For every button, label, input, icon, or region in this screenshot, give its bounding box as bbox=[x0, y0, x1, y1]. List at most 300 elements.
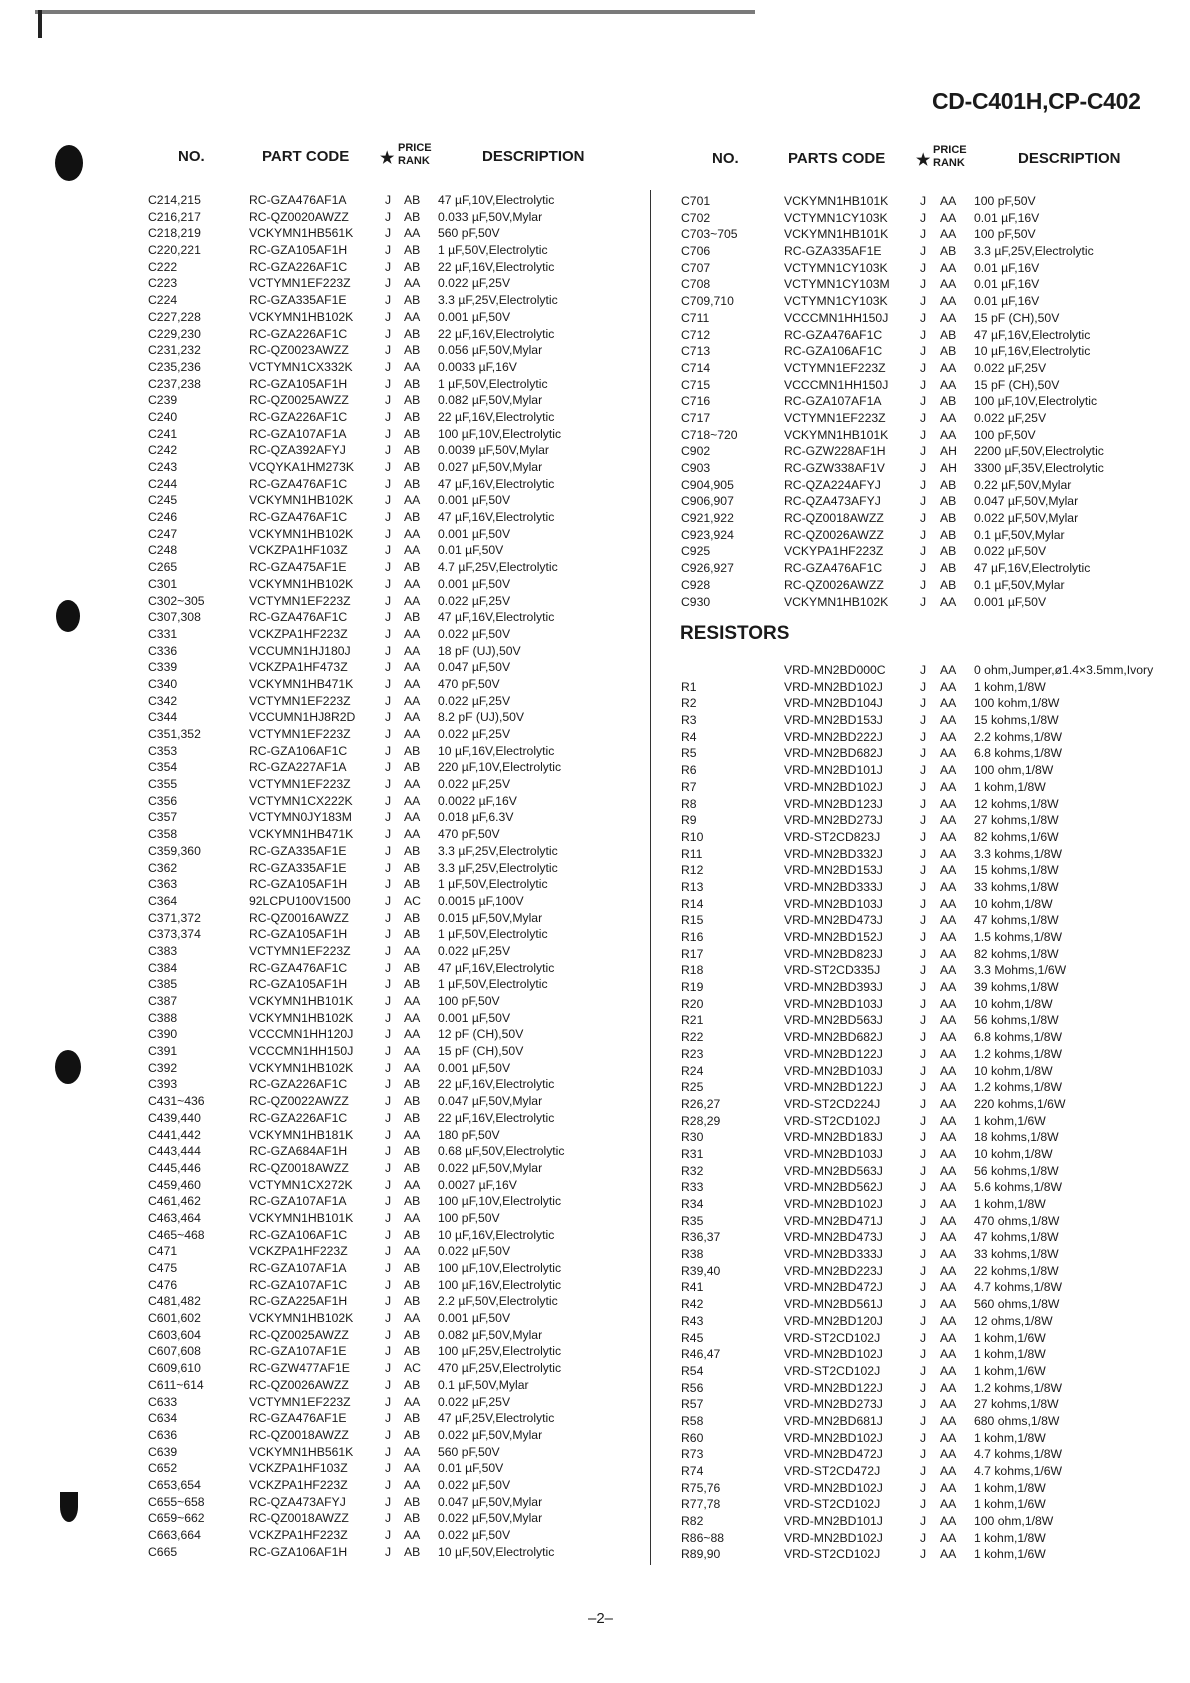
description: 0.1 µF,50V,Mylar bbox=[974, 577, 1065, 592]
mark: J bbox=[920, 896, 927, 911]
ref-no: R34 bbox=[681, 1197, 704, 1211]
part-code: RC-GZA476AF1A bbox=[249, 193, 347, 207]
right-header-description: DESCRIPTION bbox=[1018, 150, 1121, 167]
description: 0.022 µF,50V,Mylar bbox=[438, 1511, 543, 1526]
mark: J bbox=[385, 727, 392, 741]
description: 0.015 µF,50V,Mylar bbox=[438, 910, 543, 925]
description: 0.022 µF,50V bbox=[438, 1528, 511, 1542]
price-rank: AA bbox=[940, 210, 957, 225]
price-rank: AB bbox=[404, 760, 421, 775]
ref-no: R20 bbox=[681, 996, 704, 1011]
price-rank: AA bbox=[404, 1027, 421, 1042]
ref-no: R18 bbox=[681, 963, 704, 978]
price-rank: AB bbox=[940, 494, 957, 509]
mark: J bbox=[920, 1197, 927, 1211]
mark: J bbox=[385, 1444, 392, 1459]
part-code: VRD-MN2BD122J bbox=[784, 1080, 883, 1095]
part-code: RC-GZA107AF1C bbox=[249, 1277, 348, 1292]
part-code: VRD-MN2BD153J bbox=[784, 713, 883, 728]
part-code: VCTYMN1CX272K bbox=[249, 1177, 353, 1192]
mark: J bbox=[920, 663, 927, 677]
description: 82 kohms,1/8W bbox=[974, 946, 1059, 961]
right-header-rank: RANK bbox=[933, 157, 965, 169]
ref-no: R12 bbox=[681, 863, 704, 878]
part-code: VCKYMN1HB471K bbox=[249, 676, 354, 691]
part-code: VRD-MN2BD000C bbox=[784, 663, 886, 677]
mark: J bbox=[385, 1361, 392, 1376]
price-rank: AA bbox=[404, 676, 421, 691]
price-rank: AC bbox=[404, 893, 421, 908]
ref-no: C220,221 bbox=[148, 243, 201, 258]
mark: J bbox=[920, 846, 927, 861]
price-rank: AA bbox=[404, 1244, 421, 1259]
part-code: VRD-MN2BD122J bbox=[784, 1380, 883, 1395]
price-rank: AA bbox=[404, 710, 421, 725]
mark: J bbox=[920, 1464, 927, 1478]
description: 47 µF,16V,Electrolytic bbox=[438, 960, 555, 975]
price-rank: AB bbox=[404, 376, 421, 391]
ref-no: C390 bbox=[148, 1027, 178, 1042]
price-rank: AA bbox=[940, 410, 957, 425]
part-code: VRD-MN2BD222J bbox=[784, 729, 883, 744]
mark: J bbox=[920, 594, 927, 609]
ref-no: C659~662 bbox=[148, 1511, 205, 1526]
part-code: VRD-ST2CD102J bbox=[784, 1113, 881, 1128]
mark: J bbox=[385, 326, 392, 341]
part-code: RC-QZ0022AWZZ bbox=[249, 1094, 349, 1109]
price-rank: AB bbox=[404, 1494, 421, 1509]
price-rank: AA bbox=[940, 729, 957, 744]
price-rank: AB bbox=[404, 1144, 421, 1159]
part-code: RC-QZ0026AWZZ bbox=[784, 527, 884, 542]
price-rank: AA bbox=[940, 1514, 957, 1529]
part-code: RC-GZA335AF1E bbox=[249, 843, 347, 858]
description: 10 kohm,1/8W bbox=[974, 1146, 1053, 1161]
ref-no: R16 bbox=[681, 930, 704, 944]
part-code: RC-QZ0018AWZZ bbox=[249, 1427, 349, 1442]
description: 47 kohms,1/8W bbox=[974, 913, 1059, 928]
description: 1.2 kohms,1/8W bbox=[974, 1380, 1063, 1395]
left-header-price-rank bbox=[398, 142, 432, 168]
mark: J bbox=[385, 760, 392, 775]
part-code: RC-GZA107AF1A bbox=[249, 426, 347, 441]
binder-hole-mark bbox=[60, 1492, 78, 1522]
description: 4.7 kohms,1/6W bbox=[974, 1464, 1063, 1478]
mark: J bbox=[920, 527, 927, 542]
mark: J bbox=[385, 1010, 392, 1025]
description: 1 kohm,1/8W bbox=[974, 1480, 1046, 1495]
price-rank: AA bbox=[404, 526, 421, 541]
price-rank: AA bbox=[940, 879, 957, 894]
description: 56 kohms,1/8W bbox=[974, 1163, 1059, 1178]
price-rank: AB bbox=[404, 343, 421, 358]
ref-no: R8 bbox=[681, 796, 697, 811]
part-code: VRD-MN2BD103J bbox=[784, 1146, 883, 1161]
ref-no: R25 bbox=[681, 1080, 704, 1095]
part-code: VCKYMN1HB102K bbox=[249, 309, 354, 324]
part-code: VCKZPA1HF223Z bbox=[249, 626, 348, 641]
ref-no: R4 bbox=[681, 729, 697, 744]
price-rank: AA bbox=[940, 746, 957, 761]
description: 10 kohm,1/8W bbox=[974, 1063, 1053, 1078]
description: 1.5 kohms,1/8W bbox=[974, 930, 1063, 944]
mark: J bbox=[920, 863, 927, 878]
ref-no: R11 bbox=[681, 846, 703, 861]
ref-no: C925 bbox=[681, 544, 711, 559]
price-rank: AA bbox=[940, 1280, 957, 1295]
ref-no: R9 bbox=[681, 813, 697, 828]
part-code: VCKYMN1HB101K bbox=[784, 427, 889, 442]
mark: J bbox=[385, 893, 392, 908]
description: 2.2 kohms,1/8W bbox=[974, 729, 1063, 744]
ref-no: C355 bbox=[148, 777, 178, 792]
description: 12 pF (CH),50V bbox=[438, 1027, 524, 1042]
description: 0.001 µF,50V bbox=[438, 1010, 511, 1025]
description: 0.047 µF,50V,Mylar bbox=[438, 1494, 543, 1509]
description: 1.2 kohms,1/8W bbox=[974, 1046, 1063, 1061]
part-code: RC-GZW228AF1H bbox=[784, 444, 886, 459]
description: 18 pF (UJ),50V bbox=[438, 643, 521, 658]
part-code: VCKZPA1HF103Z bbox=[249, 543, 348, 558]
left-header-part-code: PART CODE bbox=[262, 148, 350, 165]
description: 100 µF,16V,Electrolytic bbox=[438, 1277, 562, 1292]
part-code: RC-GZA105AF1H bbox=[249, 977, 348, 992]
ref-no: C665 bbox=[148, 1544, 178, 1559]
mark: J bbox=[385, 376, 392, 391]
mark: J bbox=[385, 693, 392, 708]
ref-no: R5 bbox=[681, 746, 697, 761]
ref-no: R13 bbox=[681, 879, 704, 894]
part-code: RC-GZA226AF1C bbox=[249, 259, 348, 274]
mark: J bbox=[920, 1397, 927, 1412]
part-code: VCTYMN1EF223Z bbox=[784, 410, 886, 425]
mark: J bbox=[920, 779, 927, 794]
price-rank: AA bbox=[940, 1263, 957, 1278]
mark: J bbox=[920, 244, 927, 259]
description: 33 kohms,1/8W bbox=[974, 1247, 1059, 1262]
mark: J bbox=[920, 277, 927, 292]
ref-no: C222 bbox=[148, 259, 178, 274]
mark: J bbox=[920, 1514, 927, 1529]
description: 100 ohm,1/8W bbox=[974, 1514, 1054, 1529]
price-rank: AB bbox=[404, 1227, 421, 1242]
ref-no: R38 bbox=[681, 1247, 704, 1262]
description: 0.082 µF,50V,Mylar bbox=[438, 393, 543, 408]
mark: J bbox=[920, 561, 927, 576]
ref-no: C714 bbox=[681, 360, 711, 375]
mark: J bbox=[920, 1230, 927, 1245]
part-code: RC-GZA225AF1H bbox=[249, 1294, 348, 1309]
mark: J bbox=[920, 1113, 927, 1128]
price-rank: AB bbox=[404, 1160, 421, 1175]
part-code: RC-GZA335AF1E bbox=[249, 860, 347, 875]
mark: J bbox=[920, 294, 927, 309]
part-code: VRD-MN2BD681J bbox=[784, 1413, 883, 1428]
description: 3.3 µF,25V,Electrolytic bbox=[438, 860, 558, 875]
ref-no: C715 bbox=[681, 377, 711, 392]
ref-no: R28,29 bbox=[681, 1113, 721, 1128]
part-code: RC-GZA106AF1C bbox=[249, 1227, 348, 1242]
part-code: VRD-ST2CD102J bbox=[784, 1330, 881, 1345]
description: 12 ohms,1/8W bbox=[974, 1313, 1053, 1328]
ref-no: R1 bbox=[681, 679, 697, 694]
mark: J bbox=[385, 1294, 392, 1309]
description: 22 µF,16V,Electrolytic bbox=[438, 409, 555, 424]
ref-no: C242 bbox=[148, 443, 178, 458]
mark: J bbox=[920, 1163, 927, 1178]
price-rank: AA bbox=[940, 1480, 957, 1495]
price-rank: AA bbox=[940, 1413, 957, 1428]
mark: J bbox=[920, 210, 927, 225]
price-rank: AA bbox=[940, 913, 957, 928]
mark: J bbox=[920, 477, 927, 492]
price-rank: AB bbox=[940, 327, 957, 342]
ref-no: R82 bbox=[681, 1514, 704, 1529]
ref-no: R54 bbox=[681, 1363, 704, 1378]
ref-no: C383 bbox=[148, 943, 178, 958]
price-rank: AB bbox=[404, 960, 421, 975]
mark: J bbox=[920, 511, 927, 526]
description: 10 µF,50V,Electrolytic bbox=[438, 1544, 555, 1559]
mark: J bbox=[385, 927, 392, 942]
price-rank: AB bbox=[404, 1277, 421, 1292]
mark: J bbox=[385, 1544, 392, 1559]
ref-no: C639 bbox=[148, 1444, 178, 1459]
part-code: VCKYMN1HB102K bbox=[249, 1311, 354, 1326]
price-rank: AA bbox=[940, 813, 957, 828]
description: 0 ohm,Jumper,ø1.4×3.5mm,Ivory bbox=[974, 663, 1154, 677]
description: 0.022 µF,25V bbox=[438, 727, 511, 741]
price-rank: AA bbox=[404, 827, 421, 842]
ref-no: C906,907 bbox=[681, 494, 734, 509]
description: 560 ohms,1/8W bbox=[974, 1297, 1060, 1312]
price-rank: AA bbox=[940, 277, 957, 292]
mark: J bbox=[920, 494, 927, 509]
ref-no: C362 bbox=[148, 860, 178, 875]
description: 2.2 µF,50V,Electrolytic bbox=[438, 1294, 558, 1309]
description: 100 pF,50V bbox=[974, 194, 1036, 208]
price-rank: AA bbox=[404, 309, 421, 324]
price-rank: AA bbox=[404, 1444, 421, 1459]
description: 1 kohm,1/8W bbox=[974, 1530, 1046, 1545]
price-rank: AB bbox=[940, 244, 957, 259]
mark: J bbox=[385, 660, 392, 675]
description: 0.022 µF,25V bbox=[438, 777, 511, 792]
description: 1 kohm,1/6W bbox=[974, 1363, 1046, 1378]
price-rank: AA bbox=[940, 1430, 957, 1445]
part-code: VCTYMN1CY103K bbox=[784, 294, 888, 309]
ref-no: C373,374 bbox=[148, 927, 201, 942]
description: 3.3 µF,25V,Electrolytic bbox=[438, 843, 558, 858]
ref-no: R33 bbox=[681, 1180, 704, 1195]
ref-no: C223 bbox=[148, 276, 178, 291]
ref-no: C701 bbox=[681, 194, 711, 208]
ref-no: C359,360 bbox=[148, 843, 201, 858]
ref-no: R46,47 bbox=[681, 1347, 721, 1362]
part-code: VRD-ST2CD224J bbox=[784, 1096, 881, 1111]
ref-no: C431~436 bbox=[148, 1094, 205, 1109]
part-code: VRD-MN2BD472J bbox=[784, 1280, 883, 1295]
part-code: VRD-MN2BD562J bbox=[784, 1180, 883, 1195]
mark: J bbox=[920, 394, 927, 409]
mark: J bbox=[385, 1277, 392, 1292]
ref-no: R75,76 bbox=[681, 1480, 721, 1495]
mark: J bbox=[385, 910, 392, 925]
price-rank: AB bbox=[404, 259, 421, 274]
description: 47 µF,16V,Electrolytic bbox=[438, 610, 555, 625]
part-code: RC-GZA105AF1H bbox=[249, 243, 348, 258]
mark: J bbox=[920, 813, 927, 828]
mark: J bbox=[920, 544, 927, 559]
part-code: VCKYMN1HB561K bbox=[249, 226, 354, 241]
price-rank: AA bbox=[940, 1180, 957, 1195]
part-code: VRD-MN2BD332J bbox=[784, 846, 883, 861]
mark: J bbox=[385, 526, 392, 541]
mark: J bbox=[920, 1480, 927, 1495]
part-code: VRD-ST2CD472J bbox=[784, 1464, 881, 1478]
mark: J bbox=[920, 946, 927, 961]
mark: J bbox=[385, 1411, 392, 1426]
ref-no: R42 bbox=[681, 1297, 704, 1312]
mark: J bbox=[920, 746, 927, 761]
part-code: RC-GZA476AF1C bbox=[249, 960, 348, 975]
part-code: RC-GZA107AF1E bbox=[249, 1344, 347, 1359]
part-code: RC-GZW477AF1E bbox=[249, 1361, 350, 1376]
ref-no: C224 bbox=[148, 293, 178, 308]
price-rank: AB bbox=[404, 1094, 421, 1109]
part-code: RC-QZ0018AWZZ bbox=[249, 1160, 349, 1175]
mark: J bbox=[920, 461, 927, 475]
part-code: VRD-MN2BD823J bbox=[784, 946, 883, 961]
ref-no: R32 bbox=[681, 1163, 704, 1178]
mark: J bbox=[385, 643, 392, 658]
price-rank: AA bbox=[404, 1311, 421, 1326]
description: 6.8 kohms,1/8W bbox=[974, 746, 1063, 761]
description: 27 kohms,1/8W bbox=[974, 1397, 1059, 1412]
mark: J bbox=[385, 243, 392, 258]
ref-no: C235,236 bbox=[148, 359, 201, 374]
description: 0.022 µF,25V bbox=[438, 1394, 511, 1409]
price-rank: AA bbox=[404, 576, 421, 591]
part-code: VCTYMN1CY103K bbox=[784, 210, 888, 225]
ref-no: C247 bbox=[148, 526, 178, 541]
description: 1 µF,50V,Electrolytic bbox=[438, 376, 548, 391]
mark: J bbox=[385, 777, 392, 792]
ref-no: C351,352 bbox=[148, 727, 201, 741]
price-rank: AB bbox=[404, 860, 421, 875]
description: 3.3 µF,25V,Electrolytic bbox=[974, 244, 1094, 259]
part-code: VRD-MN2BD183J bbox=[784, 1130, 883, 1145]
ref-no: C476 bbox=[148, 1277, 178, 1292]
mark: J bbox=[385, 209, 392, 224]
ref-no: C923,924 bbox=[681, 527, 734, 542]
price-rank: AB bbox=[404, 243, 421, 258]
description: 10 kohm,1/8W bbox=[974, 896, 1053, 911]
price-rank: AB bbox=[404, 460, 421, 474]
price-rank: AA bbox=[404, 1477, 421, 1492]
description: 3300 µF,35V,Electrolytic bbox=[974, 461, 1104, 475]
description: 0.001 µF,50V bbox=[438, 309, 511, 324]
price-rank: AA bbox=[940, 1163, 957, 1178]
ref-no: R77,78 bbox=[681, 1497, 721, 1512]
part-code: VCKYMN1HB471K bbox=[249, 827, 354, 842]
part-code: VRD-MN2BD102J bbox=[784, 779, 883, 794]
part-code: VRD-MN2BD103J bbox=[784, 996, 883, 1011]
part-code: RC-GZA107AF1A bbox=[249, 1261, 347, 1275]
ref-no: C663,664 bbox=[148, 1528, 201, 1542]
price-rank: AA bbox=[404, 1177, 421, 1192]
part-code: RC-GZW338AF1V bbox=[784, 461, 885, 475]
part-code: VCKYMN1HB101K bbox=[784, 227, 889, 242]
mark: J bbox=[385, 1077, 392, 1092]
ref-no: C227,228 bbox=[148, 309, 201, 324]
part-code: RC-QZA473AFYJ bbox=[784, 494, 881, 509]
price-rank: AA bbox=[404, 660, 421, 675]
mark: J bbox=[920, 310, 927, 325]
description: 470 pF,50V bbox=[438, 676, 500, 691]
part-code: RC-GZA476AF1C bbox=[249, 476, 348, 491]
ref-no: C363 bbox=[148, 877, 178, 892]
ref-no: C218,219 bbox=[148, 226, 201, 241]
mark: J bbox=[385, 226, 392, 241]
mark: J bbox=[385, 810, 392, 825]
mark: J bbox=[385, 1477, 392, 1492]
price-rank: AB bbox=[404, 1194, 421, 1209]
binder-hole-mark bbox=[55, 1050, 81, 1084]
description: 0.027 µF,50V,Mylar bbox=[438, 460, 543, 474]
part-code: RC-GZA105AF1H bbox=[249, 877, 348, 892]
left-header-description: DESCRIPTION bbox=[482, 148, 585, 165]
right-header-price: PRICE bbox=[933, 144, 967, 156]
ref-no: R14 bbox=[681, 896, 704, 911]
mark: J bbox=[385, 1511, 392, 1526]
ref-no: C465~468 bbox=[148, 1227, 205, 1242]
mark: J bbox=[920, 1530, 927, 1545]
description: 100 µF,25V,Electrolytic bbox=[438, 1344, 562, 1359]
left-header-no: NO. bbox=[178, 148, 205, 165]
ref-no: R31 bbox=[681, 1146, 704, 1161]
mark: J bbox=[385, 793, 392, 808]
price-rank: AA bbox=[940, 963, 957, 978]
mark: J bbox=[385, 1494, 392, 1509]
ref-no: C358 bbox=[148, 827, 178, 842]
part-code: RC-QZ0026AWZZ bbox=[784, 577, 884, 592]
price-rank: AA bbox=[404, 943, 421, 958]
mark: J bbox=[920, 327, 927, 342]
description: 4.7 kohms,1/8W bbox=[974, 1280, 1063, 1295]
ref-no: R6 bbox=[681, 763, 697, 778]
description: 0.0022 µF,16V bbox=[438, 793, 517, 808]
ref-no: C364 bbox=[148, 893, 178, 908]
part-code: RC-GZA335AF1E bbox=[249, 293, 347, 308]
price-rank: AA bbox=[940, 829, 957, 844]
description: 22 kohms,1/8W bbox=[974, 1263, 1059, 1278]
mark: J bbox=[920, 1013, 927, 1028]
part-code: RC-QZ0023AWZZ bbox=[249, 343, 349, 358]
price-rank: AA bbox=[940, 1530, 957, 1545]
price-rank: AB bbox=[404, 1377, 421, 1392]
part-code: VCTYMN1EF223Z bbox=[249, 593, 351, 608]
price-rank: AA bbox=[940, 1247, 957, 1262]
ref-no: R3 bbox=[681, 713, 697, 728]
description: 0.056 µF,50V,Mylar bbox=[438, 343, 543, 358]
mark: J bbox=[920, 996, 927, 1011]
price-rank: AA bbox=[940, 194, 957, 208]
mark: J bbox=[920, 1030, 927, 1045]
part-code: RC-QZ0025AWZZ bbox=[249, 1327, 349, 1342]
part-code: VCTYMN1CY103K bbox=[784, 260, 888, 275]
price-rank: AA bbox=[404, 1060, 421, 1075]
